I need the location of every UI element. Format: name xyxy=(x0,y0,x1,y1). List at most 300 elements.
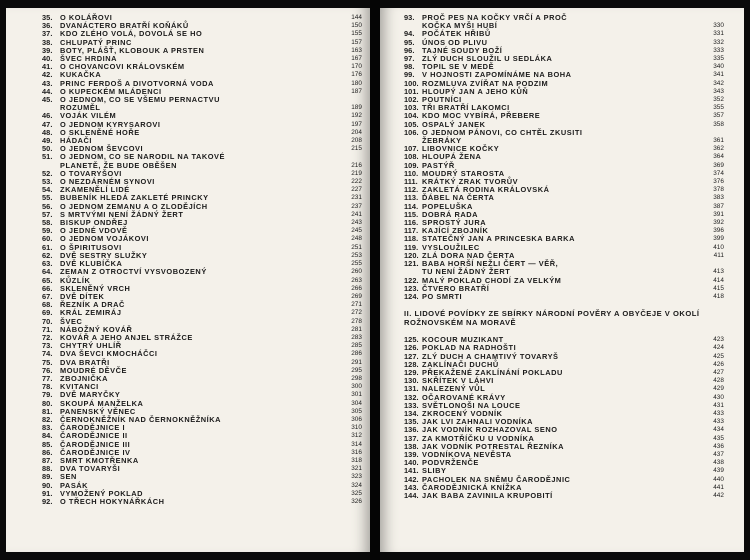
entry-title: SLIBY xyxy=(422,466,447,476)
entry-page-number: 376 xyxy=(713,178,724,186)
entry-number: 121. xyxy=(404,259,419,269)
entry-number: 56. xyxy=(42,201,53,211)
entry-title: PASÁK xyxy=(60,480,89,490)
entry-title: VOJÁK VILÉM xyxy=(60,111,117,121)
entry-page-number: 300 xyxy=(351,383,362,391)
entry-page-number: 304 xyxy=(351,399,362,407)
entry-number: 87. xyxy=(42,455,53,465)
entry-page-number: 312 xyxy=(351,432,362,440)
entry-page-number: 291 xyxy=(351,358,362,366)
book-gutter xyxy=(370,0,380,560)
entry-title: ÚNOS OD PLIVU xyxy=(422,37,488,47)
entry-page-number: 255 xyxy=(351,260,362,268)
entry-title: SVĚTLONOŠI NA LOUCE xyxy=(422,400,521,410)
entry-page-number: 414 xyxy=(713,276,724,284)
toc-entry xyxy=(42,96,362,112)
entry-page-number: 439 xyxy=(713,467,724,475)
entry-number: 67. xyxy=(42,291,53,301)
entry-title: ZLÝ DUCH A CHAMTIVÝ TOVARYŠ xyxy=(422,351,559,361)
entry-title: TOPIL SE V MEDĚ xyxy=(422,62,495,72)
entry-number: 40. xyxy=(42,54,53,64)
entry-number: 73. xyxy=(42,341,53,351)
entry-title: PŘEKAŽENÉ ZAKLÍNÁNÍ POKLADU xyxy=(422,367,563,377)
entry-title: DVĚ KLUBÍČKA xyxy=(60,259,123,269)
entry-title: KOVÁŘ A JEHO ANJEL STRÁŽCE xyxy=(60,332,193,342)
entry-number: 114. xyxy=(404,201,419,211)
entry-title: V HOJNOSTI ZAPOMÍNÁME NA BOHA xyxy=(422,70,572,80)
entry-number: 105. xyxy=(404,119,419,129)
entry-number: 58. xyxy=(42,218,53,228)
entry-title: ZAKLETÁ RODINA KRÁLOVSKÁ xyxy=(422,185,550,195)
entry-number: 59. xyxy=(42,226,53,236)
entry-number: 126. xyxy=(404,343,419,353)
entry-page-number: 374 xyxy=(713,169,724,177)
entry-page-number: 430 xyxy=(713,393,724,401)
entry-title: MOUDRÉ DĚVČE xyxy=(60,365,127,375)
entry-page-number: 144 xyxy=(351,14,362,21)
entry-title: TŘI BRATŘÍ LAKOMCI xyxy=(422,103,510,113)
entry-page-number: 357 xyxy=(713,112,724,120)
entry-number: 55. xyxy=(42,193,53,203)
entry-title: ZLÁ DORA NAD ČERTA xyxy=(422,250,515,260)
entry-title: DVANÁCTERO BRATŘÍ KOŇÁKŮ xyxy=(60,21,189,31)
entry-page-number: 278 xyxy=(351,317,362,325)
entry-title: ZAKLÍNAČI DUCHŮ xyxy=(422,359,499,369)
entry-title: OSPALÝ JANEK xyxy=(422,119,486,129)
entry-page-number: 281 xyxy=(351,325,362,333)
entry-number: 103. xyxy=(404,103,419,113)
entry-page-number: 318 xyxy=(351,456,362,464)
entry-number: 115. xyxy=(404,209,419,219)
entry-page-number: 243 xyxy=(351,219,362,227)
entry-title: JAK LVI ZAHNALI VODNÍKA xyxy=(422,417,534,427)
entry-title: KŮZLÍK xyxy=(60,275,91,285)
entry-number: 75. xyxy=(42,357,53,367)
entry-page-number: 157 xyxy=(351,38,362,46)
entry-number: 90. xyxy=(42,480,53,490)
entry-page-number: 435 xyxy=(713,434,724,442)
entry-title: HLOUPÝ JAN A JEHO KŮŇ xyxy=(422,86,529,96)
entry-number: 132. xyxy=(404,392,419,402)
entry-number: 86. xyxy=(42,447,53,457)
entry-page-number: 434 xyxy=(713,426,724,434)
entry-page-number: 378 xyxy=(713,186,724,194)
entry-title: O JEDNOM KYRYSAROVI xyxy=(60,119,161,129)
entry-number: 138. xyxy=(404,441,419,451)
entry-page-number: 333 xyxy=(713,46,724,54)
entry-page-number: 260 xyxy=(351,268,362,276)
entry-page-number: 216 xyxy=(351,161,362,169)
entry-title: VYSLOUŽILEC xyxy=(422,242,480,252)
entry-number: 42. xyxy=(42,70,53,80)
entry-title: SEN xyxy=(60,472,77,482)
entry-title: ČARODĚJNICE I xyxy=(60,423,126,433)
entry-number: 127. xyxy=(404,351,419,361)
entry-page-number: 428 xyxy=(713,377,724,385)
entry-number: 36. xyxy=(42,21,53,31)
entry-number: 50. xyxy=(42,144,53,154)
entry-number: 70. xyxy=(42,316,53,326)
entry-page-number: 222 xyxy=(351,178,362,186)
entry-title: ZBOJNIČKA xyxy=(60,373,109,383)
entry-number: 129. xyxy=(404,367,419,377)
entry-title: DVA BRATŘI xyxy=(60,357,110,367)
entry-title: DVĚ DÍTEK xyxy=(60,291,105,301)
entry-number: 97. xyxy=(404,54,415,64)
entry-number: 104. xyxy=(404,111,419,121)
entry-number: 135. xyxy=(404,417,419,427)
entry-number: 64. xyxy=(42,267,53,277)
entry-title: ŘEZNÍK A DRAČ xyxy=(60,300,125,310)
entry-number: 39. xyxy=(42,45,53,55)
entry-title: ZA KMOTŘÍČKU U VODNÍKA xyxy=(422,433,535,443)
entry-number: 38. xyxy=(42,37,53,47)
entry-page-number: 362 xyxy=(713,145,724,153)
entry-page-number: 310 xyxy=(351,424,362,432)
entry-page-number: 167 xyxy=(351,55,362,63)
entry-number: 110. xyxy=(404,168,419,178)
entry-page-number: 426 xyxy=(713,360,724,368)
entry-title: DVĚ MARYČKY xyxy=(60,390,121,400)
entry-title: POUTNÍCI xyxy=(422,95,462,105)
entry-number: 133. xyxy=(404,400,419,410)
entry-title: VODNÍKOVA NEVĚSTA xyxy=(422,449,512,459)
entry-page-number: 176 xyxy=(351,71,362,79)
entry-page-number: 314 xyxy=(351,440,362,448)
entry-title: O JEDNOM ŠEVCOVI xyxy=(60,144,144,154)
entry-page-number: 423 xyxy=(713,336,724,344)
entry-title: PODVRŽENČE xyxy=(422,458,479,468)
entry-title: BISKUP ONDŘEJ xyxy=(60,218,128,228)
entry-number: 117. xyxy=(404,226,419,236)
entry-number: 49. xyxy=(42,136,53,146)
entry-title: O JEDNOM, CO SE NARODIL NA TAKOVÉ PLANETĚ, ŽE BUDE OBĚŠEN xyxy=(60,153,340,169)
entry-number: 71. xyxy=(42,324,53,334)
entry-number: 95. xyxy=(404,37,415,47)
entry-title: NÁBOŽNÝ KOVÁŘ xyxy=(60,324,133,334)
entry-number: 99. xyxy=(404,70,415,80)
entry-title: PROČ PES NA KOČKY VRČÍ A PROČ KOČKA MYŠI HUBÍ xyxy=(422,14,702,30)
entry-number: 116. xyxy=(404,218,419,228)
entry-page-number: 424 xyxy=(713,344,724,352)
entry-number: 142. xyxy=(404,474,419,484)
entry-title: ČERNOKNĚŽNÍK NAD ČERNOKNĚŽNÍKA xyxy=(60,414,222,424)
entry-title: SKLENĚNÝ VRCH xyxy=(60,283,131,293)
entry-title: O JEDNOM PÁNOVI, CO CHTĚL ZKUSITI ŽEBRÁKY xyxy=(422,129,702,145)
entry-page-number: 285 xyxy=(351,342,362,350)
entry-title: PACHOLEK NA SNĚMU ČARODĚJNIC xyxy=(422,474,571,484)
entry-page-number: 155 xyxy=(351,30,362,38)
entry-number: 144. xyxy=(404,490,419,500)
left-page xyxy=(6,8,370,552)
toc-entry xyxy=(404,492,724,500)
entry-page-number: 340 xyxy=(713,63,724,71)
entry-title: KUKAČKA xyxy=(60,70,102,80)
toc-entry xyxy=(42,473,362,481)
entry-title-continuation: PLANETĚ, ŽE BUDE OBĚŠEN xyxy=(60,160,177,170)
entry-page-number: 219 xyxy=(351,169,362,177)
entry-number: 118. xyxy=(404,234,419,244)
entry-page-number: 253 xyxy=(351,251,362,259)
entry-number: 35. xyxy=(42,13,53,22)
entry-title: DVA ŠEVCI KMOCHÁČCI xyxy=(60,349,158,359)
entry-page-number: 295 xyxy=(351,366,362,374)
entry-page-number: 208 xyxy=(351,137,362,145)
entry-number: 113. xyxy=(404,193,419,203)
entry-number: 94. xyxy=(404,29,415,39)
entry-page-number: 192 xyxy=(351,112,362,120)
entry-page-number: 441 xyxy=(713,483,724,491)
entry-page-number: 241 xyxy=(351,210,362,218)
entry-number: 74. xyxy=(42,349,53,359)
entry-number: 80. xyxy=(42,398,53,408)
entry-number: 44. xyxy=(42,86,53,96)
entry-page-number: 187 xyxy=(351,87,362,95)
entry-page-number: 306 xyxy=(351,415,362,423)
entry-page-number: 204 xyxy=(351,128,362,136)
entry-title: ĎÁBEL NA ČERTA xyxy=(422,193,495,203)
entry-title-continuation: ROZUMĚL xyxy=(60,103,101,113)
entry-number: 85. xyxy=(42,439,53,449)
entry-title: HÁDAČI xyxy=(60,136,93,146)
entry-title: ŠVEC HRDINA xyxy=(60,54,117,64)
entry-title: KOCOUR MUZIKANT xyxy=(422,335,504,345)
entry-title: O JEDNÉ VDOVĚ xyxy=(60,226,128,236)
entry-title: JAK VODNÍK ROZHAZOVAL SENO xyxy=(422,425,558,435)
entry-number: 134. xyxy=(404,408,419,418)
entry-number: 109. xyxy=(404,160,419,170)
entry-number: 98. xyxy=(404,62,415,72)
entry-number: 48. xyxy=(42,127,53,137)
entry-page-number: 341 xyxy=(713,71,724,79)
entry-number: 108. xyxy=(404,152,419,162)
toc-entry xyxy=(42,465,362,473)
entry-title: O KOLÁŘOVI xyxy=(60,13,113,22)
entry-number: 137. xyxy=(404,433,419,443)
entry-number: 76. xyxy=(42,365,53,375)
entry-number: 84. xyxy=(42,431,53,441)
entry-title: SPROSTÝ JURA xyxy=(422,218,487,228)
toc-entry xyxy=(404,14,724,30)
entry-page-number: 305 xyxy=(351,407,362,415)
entry-number: 65. xyxy=(42,275,53,285)
toc-entry xyxy=(42,309,362,317)
entry-number: 68. xyxy=(42,300,53,310)
entry-number: 139. xyxy=(404,449,419,459)
entry-title: MOUDRÝ STAROSTA xyxy=(422,168,505,178)
entry-page-number: 283 xyxy=(351,333,362,341)
entry-number: 53. xyxy=(42,177,53,187)
entry-page-number: 150 xyxy=(351,22,362,30)
entry-title: ZKROCENÝ VODNÍK xyxy=(422,408,503,418)
entry-number: 130. xyxy=(404,376,419,386)
toc-entry xyxy=(42,498,362,506)
entry-title: TAJNÉ SOUDY BOŽÍ xyxy=(422,45,503,55)
toc-entry xyxy=(404,260,724,276)
entry-page-number: 425 xyxy=(713,352,724,360)
entry-page-number: 342 xyxy=(713,79,724,87)
entry-number: 140. xyxy=(404,458,419,468)
entry-page-number: 197 xyxy=(351,120,362,128)
entry-page-number: 331 xyxy=(713,30,724,38)
entry-page-number: 245 xyxy=(351,227,362,235)
entry-title: VYMOŽENÝ POKLAD xyxy=(60,488,143,498)
entry-title: O CHOVANCOVI KRÁLOVSKÉM xyxy=(60,62,185,72)
entry-page-number: 316 xyxy=(351,448,362,456)
entry-page-number: 269 xyxy=(351,292,362,300)
entry-page-number: 358 xyxy=(713,120,724,128)
entry-page-number: 326 xyxy=(351,497,362,505)
entry-title-continuation: KOČKA MYŠI HUBÍ xyxy=(422,21,498,31)
entry-page-number: 440 xyxy=(713,475,724,483)
entry-page-number: 237 xyxy=(351,202,362,210)
entry-title: KVITANCI xyxy=(60,382,99,392)
entry-page-number: 369 xyxy=(713,161,724,169)
entry-title: ZEMAN Z OTROCTVÍ VYSVOBOZENÝ xyxy=(60,267,207,277)
entry-number: 79. xyxy=(42,390,53,400)
entry-page-number: 323 xyxy=(351,473,362,481)
entry-title: CHLUPATÝ PRINC xyxy=(60,37,132,47)
entry-number: 101. xyxy=(404,86,419,96)
entry-page-number: 427 xyxy=(713,368,724,376)
entry-page-number: 298 xyxy=(351,374,362,382)
entry-title: PANENSKÝ VĚNEC xyxy=(60,406,136,416)
entry-page-number: 248 xyxy=(351,235,362,243)
entry-page-number: 271 xyxy=(351,301,362,309)
entry-title: O NEZDÁRNÉM SYNOVI xyxy=(60,177,155,187)
entry-title: OČAROVANÉ KRÁVY xyxy=(422,392,506,402)
entry-title: ZKAMENĚLÍ LIDÉ xyxy=(60,185,130,195)
entry-title: KRÁL ZEMIRÁJ xyxy=(60,308,122,318)
entry-number: 122. xyxy=(404,275,419,285)
entry-title: ŠVEC xyxy=(60,316,83,326)
toc-entry xyxy=(42,153,362,169)
entry-title: BOTY, PLÁŠŤ, KLOBOUK A PRSTEN xyxy=(60,45,205,55)
toc-list-left xyxy=(42,14,362,506)
toc-list-right-bottom xyxy=(404,336,724,500)
entry-page-number: 343 xyxy=(713,87,724,95)
entry-number: 52. xyxy=(42,168,53,178)
entry-number: 66. xyxy=(42,283,53,293)
entry-number: 63. xyxy=(42,259,53,269)
entry-page-number: 355 xyxy=(713,104,724,112)
right-page xyxy=(380,8,744,552)
entry-number: 112. xyxy=(404,185,419,195)
entry-number: 47. xyxy=(42,119,53,129)
entry-number: 107. xyxy=(404,144,419,154)
entry-number: 141. xyxy=(404,466,419,476)
entry-number: 96. xyxy=(404,45,415,55)
entry-number: 72. xyxy=(42,332,53,342)
entry-title: LIBOVNICE KOČKY xyxy=(422,144,500,154)
entry-page-number: 321 xyxy=(351,465,362,473)
entry-number: 143. xyxy=(404,482,419,492)
entry-number: 100. xyxy=(404,78,419,88)
entry-page-number: 263 xyxy=(351,276,362,284)
entry-page-number: 272 xyxy=(351,309,362,317)
entry-page-number: 391 xyxy=(713,210,724,218)
entry-page-number: 399 xyxy=(713,235,724,243)
entry-page-number: 251 xyxy=(351,243,362,251)
entry-page-number: 411 xyxy=(713,251,724,259)
entry-page-number: 330 xyxy=(713,22,724,30)
entry-number: 61. xyxy=(42,242,53,252)
entry-number: 128. xyxy=(404,359,419,369)
entry-title: PO SMRTI xyxy=(422,291,463,301)
entry-page-number: 415 xyxy=(713,284,724,292)
entry-number: 120. xyxy=(404,250,419,260)
entry-page-number: 436 xyxy=(713,442,724,450)
entry-page-number: 301 xyxy=(351,391,362,399)
entry-title-continuation: ŽEBRÁKY xyxy=(422,136,462,146)
section-heading: II. LIDOVÉ POVÍDKY ZE SBÍRKY NÁRODNÍ POVĚRY A OBYČEJE V OKOLÍ ROŽNOVSKÉM NA MORAVĚ xyxy=(404,309,700,328)
entry-page-number: 392 xyxy=(713,219,724,227)
entry-title: POČÁTEK HŘIBŮ xyxy=(422,29,491,39)
entry-number: 51. xyxy=(42,152,53,162)
entry-title: PRINC FERDOŠ A DIVOTVORNÁ VODA xyxy=(60,78,214,88)
entry-number: 123. xyxy=(404,283,419,293)
entry-page-number: 396 xyxy=(713,227,724,235)
entry-title: SMRT KMOTŘENKA xyxy=(60,455,139,465)
entry-number: 124. xyxy=(404,291,419,301)
entry-title: ČARODĚJNICKÁ KNÍŽKA xyxy=(422,482,522,492)
entry-page-number: 387 xyxy=(713,202,724,210)
entry-title: NALEZENÝ VŮL xyxy=(422,384,486,394)
entry-title: MALÝ POKLAD CHODÍ ZA VELKÝM xyxy=(422,275,562,285)
entry-number: 60. xyxy=(42,234,53,244)
entry-page-number: 335 xyxy=(713,55,724,63)
entry-page-number: 215 xyxy=(351,145,362,153)
entry-page-number: 231 xyxy=(351,194,362,202)
entry-title: KRÁTKÝ ZRAK TVORŮV xyxy=(422,177,519,187)
entry-title: POKLAD NA RADHOŠTI xyxy=(422,343,517,353)
entry-title: ČARODĚJNICE IV xyxy=(60,447,131,457)
entry-title: ČTVERO BRATŘÍ xyxy=(422,283,490,293)
entry-number: 92. xyxy=(42,496,53,506)
entry-number: 83. xyxy=(42,423,53,433)
entry-title: POPELUŠKA xyxy=(422,201,473,211)
entry-title: ROZMLUVA ZVÍŘAT NA PODZIM xyxy=(422,78,549,88)
entry-number: 136. xyxy=(404,425,419,435)
entry-number: 91. xyxy=(42,488,53,498)
entry-title: DOBRÁ RADA xyxy=(422,209,479,219)
entry-title: ČARODĚJNICE III xyxy=(60,439,131,449)
entry-title: SKOUPÁ MANŽELKA xyxy=(60,398,144,408)
entry-number: 88. xyxy=(42,464,53,474)
entry-page-number: 352 xyxy=(713,96,724,104)
entry-page-number: 324 xyxy=(351,481,362,489)
toc-entry xyxy=(404,293,724,301)
entry-title: PASTÝŘ xyxy=(422,160,455,170)
entry-title: O KUPECKÉM MLÁDENCI xyxy=(60,86,162,96)
entry-page-number: 227 xyxy=(351,186,362,194)
toc-entry xyxy=(404,129,724,145)
entry-title: ZLÝ DUCH SLOUŽIL U SEDLÁKA xyxy=(422,54,553,64)
entry-number: 102. xyxy=(404,95,419,105)
entry-number: 54. xyxy=(42,185,53,195)
entry-title: JAK BABA ZAVINILA KRUPOBITÍ xyxy=(422,490,553,500)
entry-page-number: 361 xyxy=(713,137,724,145)
entry-number: 69. xyxy=(42,308,53,318)
entry-page-number: 438 xyxy=(713,459,724,467)
entry-page-number: 364 xyxy=(713,153,724,161)
entry-number: 41. xyxy=(42,62,53,72)
entry-number: 82. xyxy=(42,414,53,424)
entry-page-number: 433 xyxy=(713,409,724,417)
entry-page-number: 433 xyxy=(713,418,724,426)
entry-title: BUBENÍK HLEDÁ ZAKLETÉ PRINCKY xyxy=(60,193,209,203)
entry-number: 77. xyxy=(42,373,53,383)
